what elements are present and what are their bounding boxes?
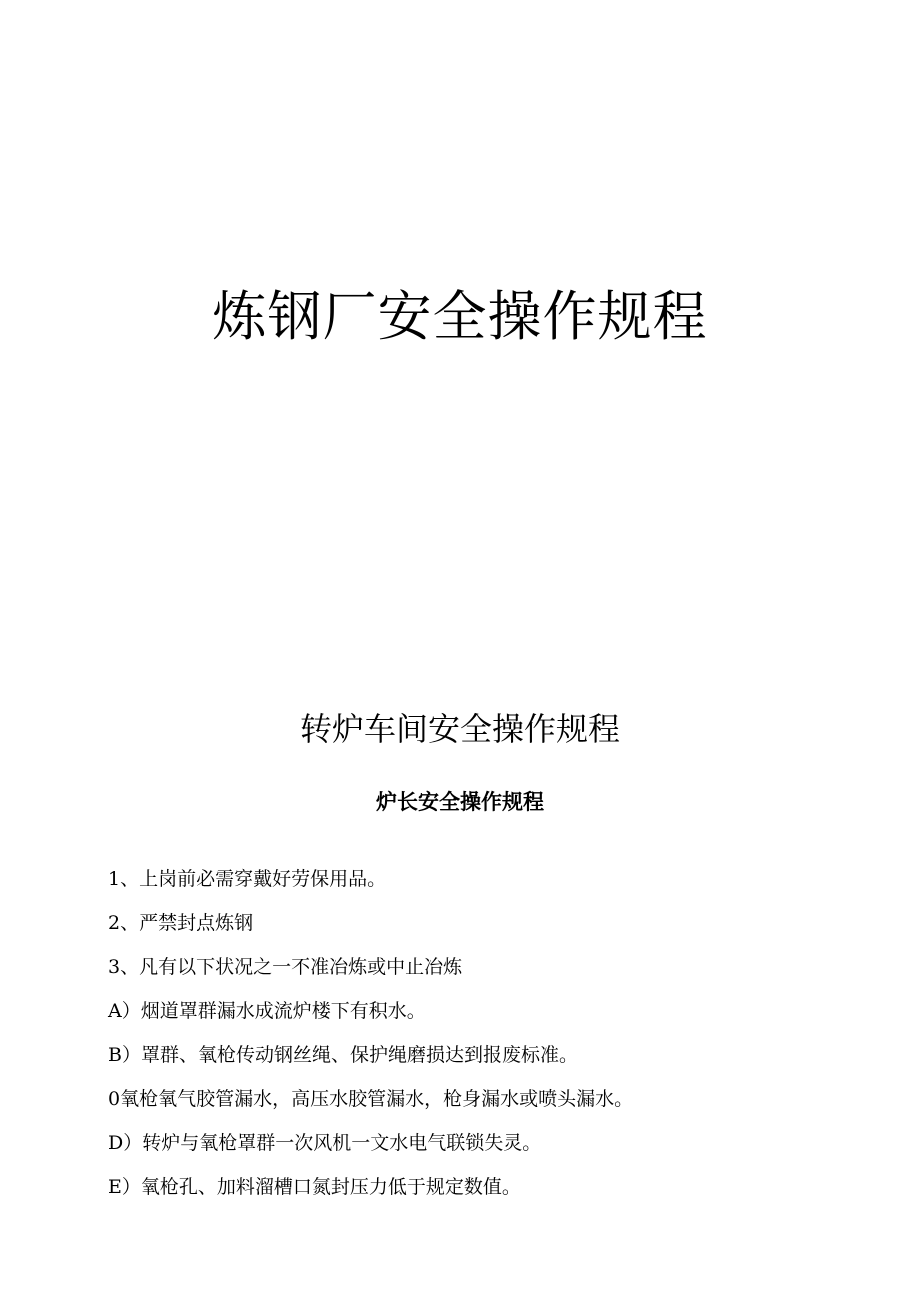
section-title: 转炉车间安全操作规程 xyxy=(299,710,620,748)
rule-paragraph: E）氧枪孔、加料溜槽口氮封压力低于规定数值。 xyxy=(108,1176,521,1198)
rule-paragraph: D）转炉与氧枪罩群一次风机一文水电气联锁失灵。 xyxy=(108,1132,542,1154)
sub-title: 炉长安全操作规程 xyxy=(376,790,544,814)
rule-paragraph: 2、严禁封点炼钢 xyxy=(108,912,254,934)
rules-list xyxy=(108,860,868,1212)
rule-paragraph: 0氧枪氧气胶管漏水，高压水胶管漏水，枪身漏水或喷头漏水。 xyxy=(108,1088,634,1110)
rule-paragraph: 3、凡有以下状况之一不准冶炼或中止冶炼 xyxy=(108,956,463,978)
main-title: 炼钢厂安全操作规程 xyxy=(212,285,708,348)
rule-paragraph: 1、上岗前必需穿戴好劳保用品。 xyxy=(108,868,387,890)
rule-paragraph: B）罩群、氧枪传动钢丝绳、保护绳磨损达到报废标准。 xyxy=(108,1044,578,1066)
rule-paragraph: A）烟道罩群漏水成流炉楼下有积水。 xyxy=(108,1000,426,1022)
